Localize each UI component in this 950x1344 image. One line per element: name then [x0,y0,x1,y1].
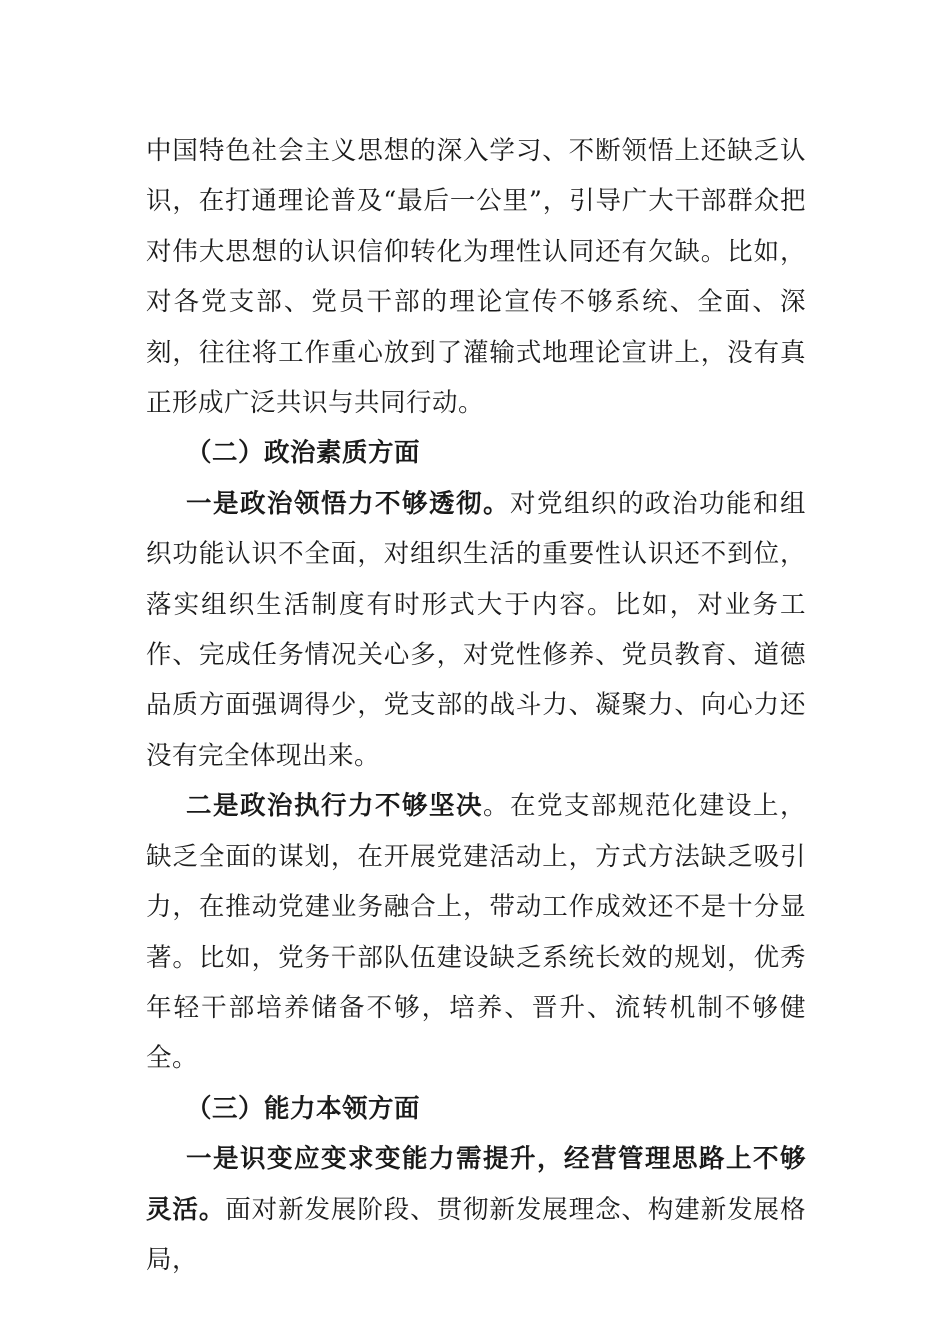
document-body [146,126,806,1285]
paragraph-text: 中国特色社会主义思想的深入学习、不断领悟上还缺乏认识，在打通理论普及“最后一公里”，引导广大干部群众把对伟大思想的认识信仰转化为理性认同还有欠缺。比如，对各党支部、党员干部的理论宣传不够系统、全面、深刻，往往将工作重心放到了灌输式地理论宣讲上，没有真正形成广泛共识与共同行动。 [146,136,806,419]
paragraph-adaptability [146,1134,806,1285]
heading-text: （二）政治素质方面 [186,438,421,469]
paragraph-continuation [146,126,806,428]
paragraph-lead: 一是政治领悟力不够透彻。 [186,488,510,519]
section-heading-political-quality [146,428,806,478]
paragraph-political-execution [146,781,806,1083]
paragraph-political-comprehension [146,479,806,781]
paragraph-text: 对党组织的政治功能和组织功能认识不全面，对组织生活的重要性认识还不到位，落实组织生活制度有时形式大于内容。比如，对业务工作、完成任务情况关心多，对党性修养、党员教育、道德品质方面强调得少，党支部的战斗力、凝聚力、向心力还没有完全体现出来。 [146,488,806,771]
section-heading-capability [146,1084,806,1134]
paragraph-text: 。在党支部规范化建设上，缺乏全面的谋划，在开展党建活动上，方式方法缺乏吸引力，在推动党建业务融合上，带动工作成效还不是十分显著。比如，党务干部队伍建设缺乏系统长效的规划，优秀年轻干部培养储备不够，培养、晋升、流转机制不够健全。 [146,791,806,1074]
paragraph-text: 面对新发展阶段、贯彻新发展理念、构建新发展格局， [146,1194,806,1275]
paragraph-lead: 二是政治执行力不够坚决 [186,791,483,822]
heading-text: （三）能力本领方面 [186,1093,421,1124]
paragraph-lead: 一是识变应变求变能力需提升，经营管理思路上不够灵活。 [146,1144,806,1225]
